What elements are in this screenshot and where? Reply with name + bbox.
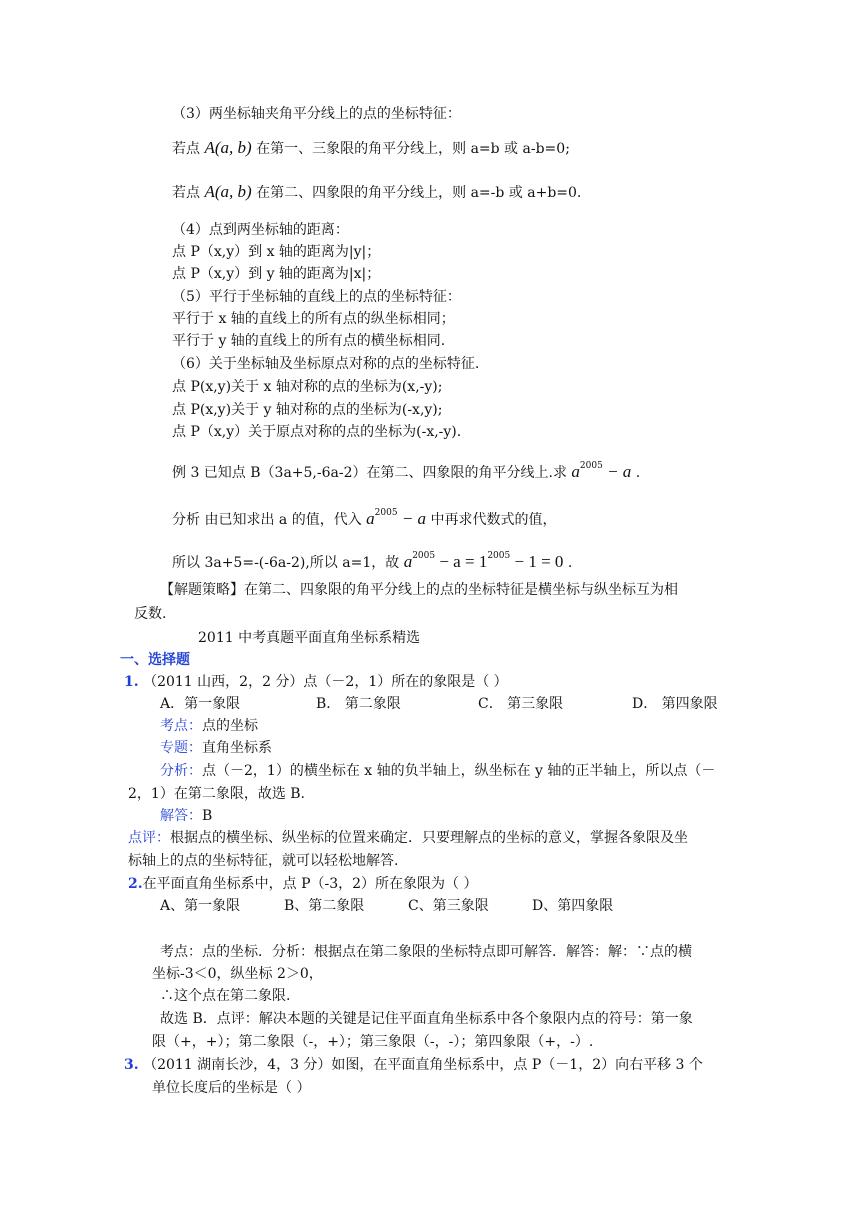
q2-option-c: C、第三象限 [408, 898, 489, 914]
point-a-label: A(a, b) [204, 138, 252, 157]
q2-option-d: D、第四象限 [532, 898, 614, 914]
q1-option-d: D． 第四象限 [632, 696, 718, 712]
sol-tail: − 1 = 0 [510, 552, 564, 571]
q2-stem [128, 874, 478, 894]
q1-jieda [160, 806, 212, 826]
text: （2011 湖南长沙，4，3 分）如图，在平面直角坐标系中，点 P（－1，2）向右平移 3 个 [143, 1057, 703, 1073]
section3-line2 [172, 182, 581, 203]
section3-line1 [172, 138, 570, 159]
q3-stem [124, 1055, 703, 1075]
q2-analysis-line3: ∴这个点在第二象限. [160, 988, 291, 1004]
expr-tail: − a [602, 462, 632, 481]
text: 在第二、四象限的角平分线上，则 a=-b 或 a+b=0. [251, 185, 582, 201]
text: 直角坐标系 [202, 740, 272, 756]
text: 点（－2，1）的横坐标在 x 轴的负半轴上，纵坐标在 y 轴的正半轴上，所以点（－ [202, 763, 716, 779]
label: 分析： [160, 763, 202, 779]
expr-exp: 2005 [579, 461, 603, 471]
q1-fenxi [160, 761, 715, 781]
section4-line2: 点 P（x,y）到 y 轴的距离为|x|； [172, 266, 381, 282]
q2-number: 2. [128, 876, 143, 892]
section3-heading: （3）两坐标轴夹角平分线上的点的坐标特征： [172, 106, 461, 122]
q2-option-b: B、第二象限 [284, 898, 365, 914]
text: （2011 山西，2，2 分）点（－2，1）所在的象限是（ ） [143, 674, 508, 690]
section5-line2: 平行于 y 轴的直线上的所有点的横坐标相同. [172, 333, 446, 349]
q2-analysis-line4: 故选 B．点评：解决本题的关键是记住平面直角坐标系中各个象限内点的符号：第一象 [160, 1011, 693, 1027]
text: 例 3 已知点 B（3a+5,-6a-2）在第二、四象限的角平分线上.求 [172, 465, 572, 481]
text: 中再求代数式的值， [426, 512, 557, 528]
text: 若点 [172, 141, 205, 157]
expr-tail: − a [397, 509, 427, 528]
text: 在平面直角坐标系中，点 P（-3，2）所在象限为（ ） [142, 876, 478, 892]
q1-option-a: A．第一象限 [160, 696, 241, 712]
section5-line1: 平行于 x 轴的直线上的所有点的纵坐标相同； [172, 311, 455, 327]
example3-question [172, 456, 640, 483]
page-title: 2011 中考真题平面直角坐标系精选 [198, 630, 421, 646]
text: 根据点的横坐标、纵坐标的位置来确定．只要理解点的坐标的意义，掌握各象限及坐 [170, 830, 688, 846]
q1-stem [124, 672, 508, 692]
label: 点评： [128, 830, 170, 846]
q2-option-a: A、第一象限 [160, 898, 241, 914]
section6-line3: 点 P（x,y）关于原点对称的点的坐标为(-x,-y). [172, 424, 462, 440]
expr-exp: 2005 [412, 551, 436, 561]
text: 若点 [172, 185, 205, 201]
section4-line1: 点 P（x,y）到 x 轴的距离为|y|； [172, 244, 381, 260]
q2-analysis-line2: 坐标-3＜0，纵坐标 2＞0， [152, 966, 323, 982]
section5-heading: （5）平行于坐标轴的直线上的点的坐标特征： [172, 289, 461, 305]
text: 所以 3a+5=-(-6a-2),所以 a=1，故 [172, 555, 404, 571]
q3-stem-cont: 单位长度后的坐标是（ ） [152, 1080, 311, 1096]
part1-heading: 一、选择题 [120, 652, 190, 668]
expr-base: a [571, 462, 580, 481]
q1-dianping [128, 828, 688, 848]
strategy-line1: 【解题策略】在第二、四象限的角平分线上的点的坐标特征是横坐标与纵坐标互为相 [160, 582, 678, 598]
text: 在第一、三象限的角平分线上，则 a=b 或 a-b=0; [251, 141, 570, 157]
q1-dianping-cont: 标轴上的点的坐标特征，就可以轻松地解答. [128, 853, 399, 869]
q1-number: 1. [124, 674, 139, 690]
label: 考点： [160, 718, 202, 734]
label: 专题： [160, 740, 202, 756]
q1-fenxi-cont: 2，1）在第二象限，故选 B. [128, 786, 306, 802]
q2-analysis-line5: 限（+，+）；第二象限（-，+）；第三象限（-，-）；第四象限（+，-）. [152, 1034, 594, 1050]
q1-kaodian [160, 716, 258, 736]
q1-zhuanti [160, 738, 272, 758]
strategy-line2: 反数. [134, 606, 167, 622]
expr-base: a [366, 509, 375, 528]
q1-option-b: B． 第二象限 [316, 696, 401, 712]
sol-exp: 2005 [487, 551, 511, 561]
expr-exp: 2005 [374, 508, 398, 518]
point-a-label: A(a, b) [204, 182, 252, 201]
section6-line1: 点 P(x,y)关于 x 轴对称的点的坐标为(x,-y); [172, 379, 443, 395]
q3-number: 3. [124, 1057, 139, 1073]
q2-analysis-line1: 考点：点的坐标．分析：根据点在第二象限的坐标特点即可解答．解答：解：∵点的横 [160, 944, 692, 960]
text: 点的坐标 [202, 718, 258, 734]
example3-solution [172, 546, 572, 573]
example3-analysis [172, 503, 557, 530]
text: B [202, 808, 213, 824]
section6-line2: 点 P(x,y)关于 y 轴对称的点的坐标为(-x,y); [172, 402, 443, 418]
text: 分析 由已知求出 a 的值，代入 [172, 512, 367, 528]
section4-heading: （4）点到两坐标轴的距离： [172, 222, 349, 238]
expr-base: a [403, 552, 413, 571]
text: . [631, 465, 641, 481]
text: . [563, 555, 573, 571]
label: 解答： [160, 808, 202, 824]
q1-option-c: C． 第三象限 [478, 696, 564, 712]
section6-heading: （6）关于坐标轴及坐标原点对称的点的坐标特征. [172, 356, 480, 372]
sol-mid: − a = 1 [435, 552, 488, 571]
